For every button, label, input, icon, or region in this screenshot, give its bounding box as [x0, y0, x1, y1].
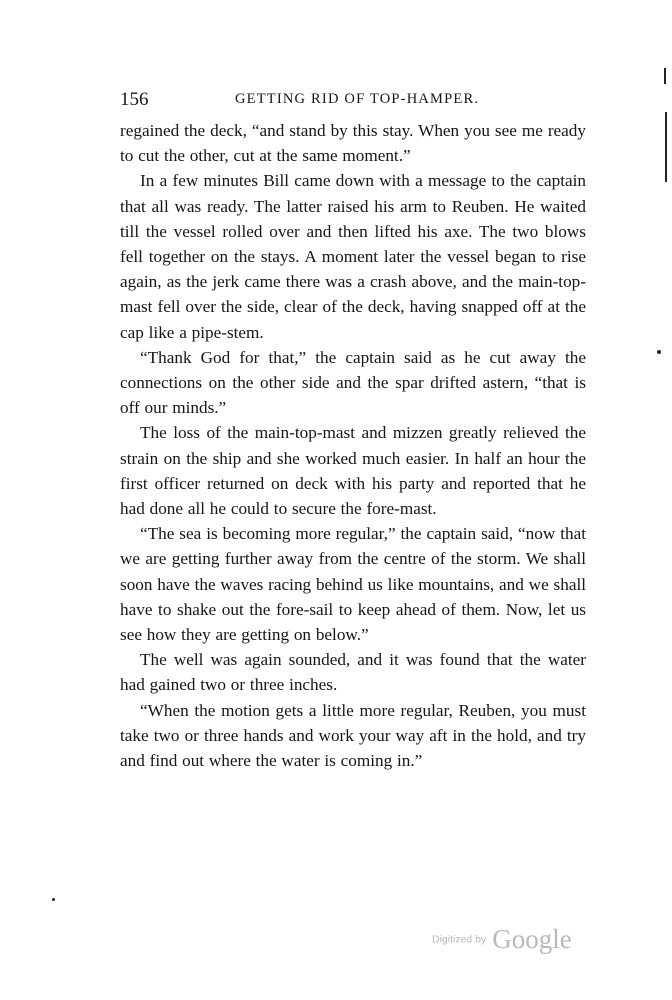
- scan-edge-mark-top: [664, 68, 666, 84]
- paragraph-7: “When the motion gets a little more regular, Reuben, you must take two or three hands and work your way aft in the hold, and try and find out where the water is coming in.”: [120, 700, 586, 771]
- page-header: [120, 84, 590, 114]
- paragraph-1: regained the deck, “and stand by this stay. When you see me ready to cut the other, cut at the same moment.”: [120, 121, 586, 166]
- paragraph-5: “The sea is becoming more regular,” the captain said, “now that we are getting further away from the centre of the storm. We shall soon have the waves racing behind us like mountains, and we shall have to shake out the fore-sail to keep ahead of them. Now, let us see how they are getting on below.”: [120, 524, 586, 645]
- page-number: 156: [120, 89, 149, 110]
- watermark-prefix: Digitized by: [432, 933, 487, 946]
- running-head: GETTING RID OF TOP-HAMPER.: [235, 91, 480, 107]
- scan-speck: [657, 350, 661, 354]
- digitized-by-watermark: [432, 924, 572, 955]
- paragraph-6: The well was again sounded, and it was found that the water had gained two or three inches.: [120, 650, 586, 695]
- scan-speck-left: [52, 898, 55, 901]
- body-text: [120, 118, 586, 773]
- watermark-brand: Google: [492, 924, 572, 954]
- scan-edge-mark: [665, 112, 667, 182]
- paragraph-2: In a few minutes Bill came down with a message to the captain that all was ready. The latter raised his arm to Reuben. He waited till the vessel rolled over and then lifted his axe. The two blows fell together on the stays. A moment later the vessel began to rise again, as the jerk came there was a crash above, and the main-top-mast fell over the side, clear of the deck, having snapped off at the cap like a pipe-stem.: [120, 171, 586, 342]
- paragraph-3: “Thank God for that,” the captain said as he cut away the connections on the other side and the spar drifted astern, “that is off our minds.”: [120, 347, 586, 418]
- paragraph-4: The loss of the main-top-mast and mizzen greatly relieved the strain on the ship and she worked much easier. In half an hour the first officer returned on deck with his party and reported that he had done all he could to secure the fore-mast.: [120, 423, 586, 519]
